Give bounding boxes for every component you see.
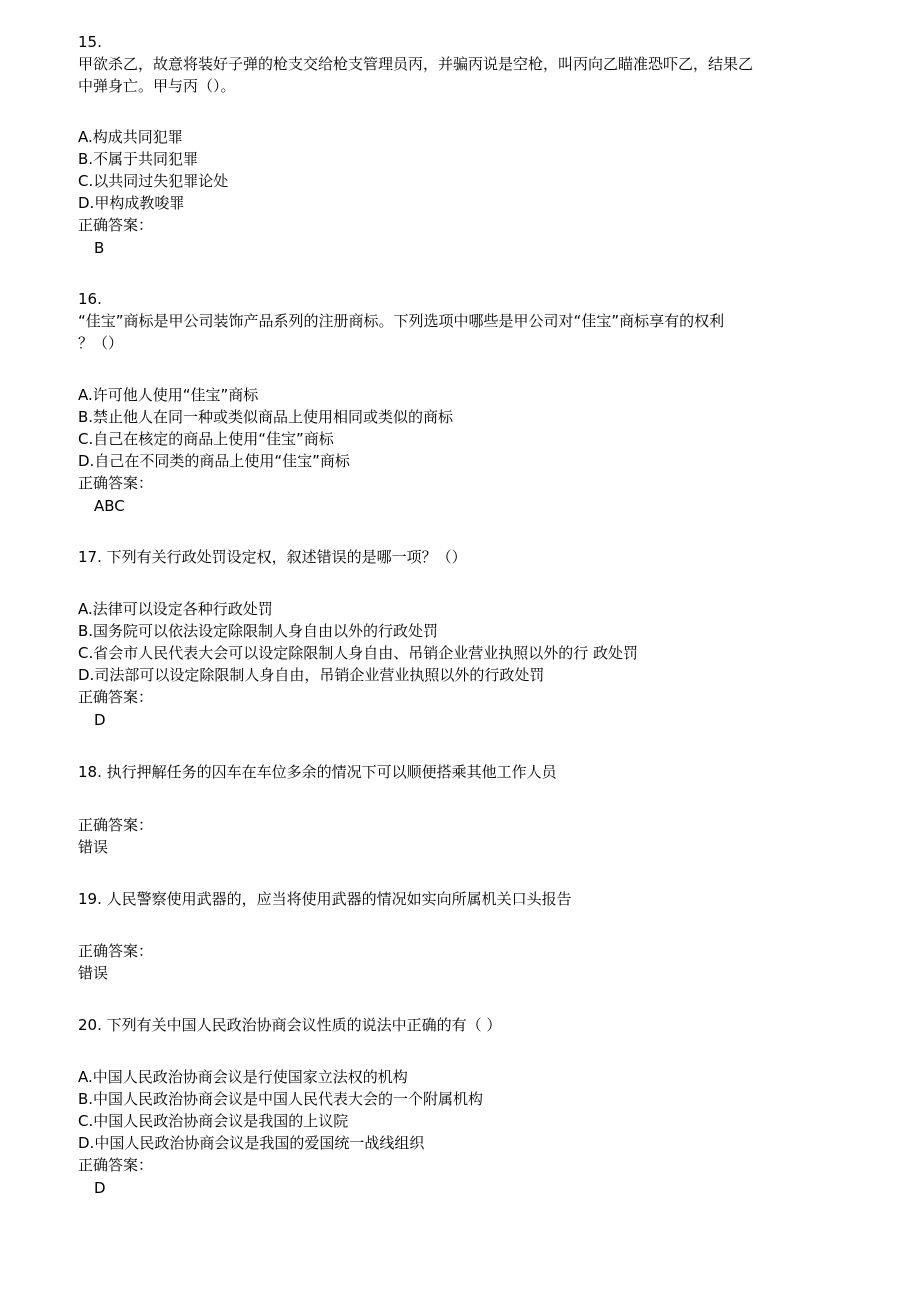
- option-a: A.法律可以设定各种行政处罚: [78, 600, 273, 618]
- question-stem: 19. 人民警察使用武器的，应当将使用武器的情况如实向所属机关口头报告: [78, 890, 572, 908]
- option-a: A.许可他人使用“佳宝”商标: [78, 386, 259, 404]
- option-d: D.中国人民政治协商会议是我国的爱国统一战线组织: [78, 1134, 425, 1152]
- option-d: D.自己在不同类的商品上使用“佳宝”商标: [78, 452, 350, 470]
- answer-value: 错误: [78, 838, 109, 856]
- option-b: B.中国人民政治协商会议是中国人民代表大会的一个附属机构: [78, 1090, 484, 1108]
- answer-label: 正确答案：: [78, 1156, 154, 1174]
- question-stem: 17. 下列有关行政处罚设定权，叙述错误的是哪一项？（）: [78, 548, 467, 566]
- option-b: B.不属于共同犯罪: [78, 150, 199, 168]
- answer-label: 正确答案：: [78, 688, 154, 706]
- option-c: C.自己在核定的商品上使用“佳宝”商标: [78, 430, 334, 448]
- option-b: B.国务院可以依法设定除限制人身自由以外的行政处罚: [78, 622, 439, 640]
- question-stem: “佳宝”商标是甲公司装饰产品系列的注册商标。下列选项中哪些是甲公司对“佳宝”商标享有的权利: [78, 312, 725, 330]
- option-c: C.中国人民政治协商会议是我国的上议院: [78, 1112, 349, 1130]
- answer-label: 正确答案：: [78, 816, 154, 834]
- answer-label: 正确答案：: [78, 474, 154, 492]
- question-number: 15.: [78, 33, 102, 51]
- answer-value: B: [94, 239, 105, 257]
- option-c: C.以共同过失犯罪论处: [78, 172, 229, 190]
- question-stem: 18. 执行押解任务的囚车在车位多余的情况下可以顺便搭乘其他工作人员: [78, 763, 557, 781]
- question-stem: 中弹身亡。甲与丙（）。: [78, 77, 236, 95]
- answer-label: 正确答案：: [78, 942, 154, 960]
- answer-value: ABC: [94, 497, 125, 515]
- option-b: B.禁止他人在同一种或类似商品上使用相同或类似的商标: [78, 408, 454, 426]
- option-c: C.省会市人民代表大会可以设定除限制人身自由、吊销企业营业执照以外的行 政处罚: [78, 644, 639, 662]
- answer-value: D: [94, 711, 106, 729]
- option-a: A.构成共同犯罪: [78, 128, 183, 146]
- option-d: D.甲构成教唆罪: [78, 194, 185, 212]
- question-stem: ？（）: [78, 334, 124, 352]
- question-stem: 甲欲杀乙，故意将装好子弹的枪支交给枪支管理员丙，并骗丙说是空枪，叫丙向乙瞄准恐吓乙，结果乙: [78, 55, 754, 73]
- question-stem: 20. 下列有关中国人民政治协商会议性质的说法中正确的有（ ）: [78, 1016, 502, 1034]
- answer-value: 错误: [78, 964, 109, 982]
- answer-label: 正确答案：: [78, 216, 154, 234]
- question-number: 16.: [78, 290, 102, 308]
- answer-value: D: [94, 1179, 106, 1197]
- option-d: D.司法部可以设定除限制人身自由，吊销企业营业执照以外的行政处罚: [78, 666, 545, 684]
- option-a: A.中国人民政治协商会议是行使国家立法权的机构: [78, 1068, 408, 1086]
